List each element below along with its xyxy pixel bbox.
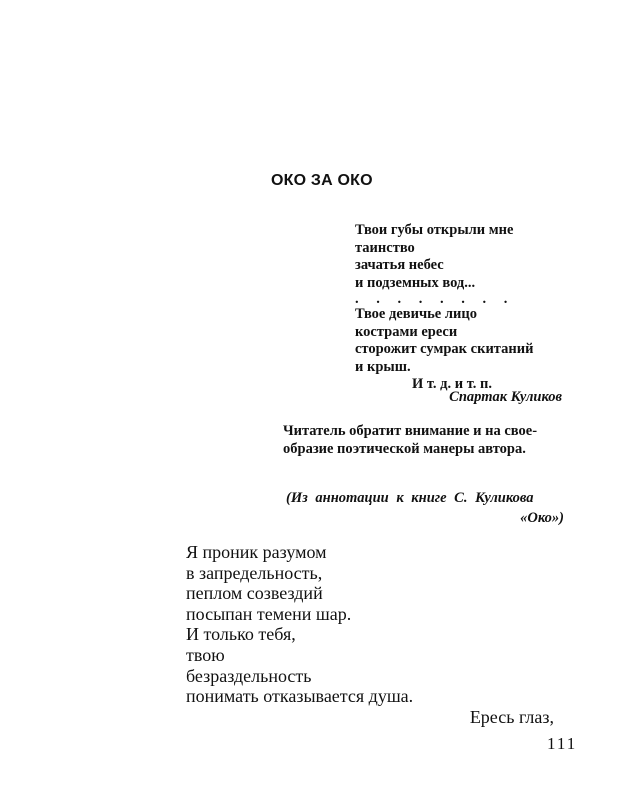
reader-note-line: Читатель обратит внимание и на свое- <box>283 423 538 439</box>
page-number: 111 <box>547 734 578 753</box>
page-title: ОКО ЗА ОКО <box>271 172 373 189</box>
epigraph-line: кострами ереси <box>355 323 458 340</box>
epigraph-etc: И т. д. и т. п. <box>412 376 493 392</box>
epigraph-line: зачатья небес <box>355 257 444 273</box>
poem-line: И только тебя, <box>186 624 296 645</box>
epigraph-line: Твои губы открыли мне <box>355 222 514 238</box>
annotation-source-line: «Око») <box>520 510 564 526</box>
poem-line: твою <box>186 644 225 665</box>
poem-line: безраздельность <box>186 665 312 686</box>
poem-line: Я проник разумом <box>186 542 327 562</box>
epigraph <box>355 222 570 394</box>
epigraph-ellipsis-dots: . . . . . . . . <box>355 291 515 307</box>
epigraph-line: и крыш. <box>355 358 411 375</box>
poem-line: Ересь глаз, <box>469 706 554 727</box>
epigraph-line: Твое девичье лицо <box>355 306 477 322</box>
poem-line: посыпан темени шар. <box>186 603 352 624</box>
poem-body <box>186 542 566 727</box>
poem-line: в запредельность, <box>186 562 323 583</box>
poem-line: пеплом созвездий <box>186 583 323 604</box>
annotation-source <box>286 488 564 528</box>
poem-line: понимать отказывается душа. <box>186 686 414 707</box>
epigraph-line: таинство <box>355 239 415 256</box>
epigraph-line: и подземных вод... <box>355 274 476 291</box>
epigraph-author: Спартак Куликов <box>449 389 562 405</box>
epigraph-line: сторожит сумрак скитаний <box>355 341 534 357</box>
annotation-source-line: (Из аннотации к книге С. Куликова <box>286 490 534 506</box>
reader-note <box>283 422 573 458</box>
reader-note-line: образие поэтической манеры автора. <box>283 441 526 457</box>
